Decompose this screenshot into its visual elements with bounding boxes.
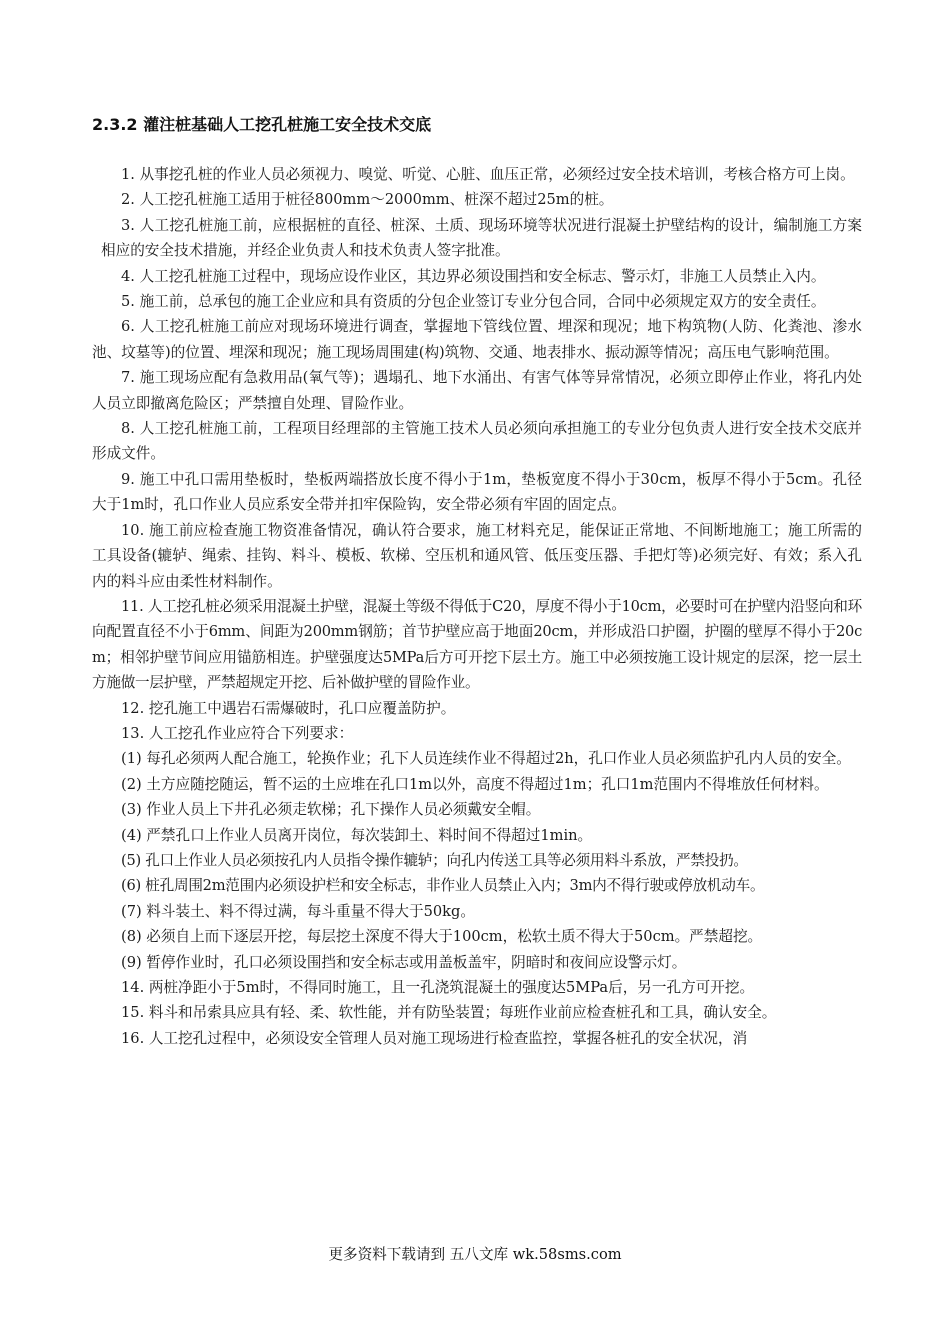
paragraph-9: 9. 施工中孔口需用垫板时，垫板两端搭放长度不得小于1m，垫板宽度不得小于30cm，板厚不得小于5cm。孔径大于1m时，孔口作业人员应系安全带并扣牢保险钩，安全带必须有牢固的固定点。: [92, 470, 862, 514]
list-item-6: (6) 桩孔周围2m范围内必须设护栏和安全标志，非作业人员禁止入内；3m内不得行驶或停放机动车。: [121, 877, 765, 895]
paragraph-4: 4. 人工挖孔桩施工过程中，现场应设作业区，其边界必须设围挡和安全标志、警示灯，非施工人员禁止入内。: [121, 267, 826, 285]
paragraph-13: 13. 人工挖孔作业应符合下列要求：: [121, 724, 354, 742]
list-item-9: (9) 暂停作业时，孔口必须设围挡和安全标志或用盖板盖牢，阴暗时和夜间应设警示灯。: [121, 953, 687, 971]
paragraph-5: 5. 施工前，总承包的施工企业应和具有资质的分包企业签订专业分包合同，合同中必须规定双方的安全责任。: [121, 293, 826, 311]
list-item-7: (7) 料斗装土、料不得过满，每斗重量不得大于50kg。: [121, 902, 475, 920]
page-footer: 更多资料下载请到 五八文库 wk.58sms.com: [328, 1246, 622, 1263]
list-item-5: (5) 孔口上作业人员必须按孔内人员指令操作辘轳；向孔内传送工具等必须用料斗系放，严禁投扔。: [121, 851, 748, 869]
paragraph-2: 2. 人工挖孔桩施工适用于桩径800mm～2000mm、桩深不超过25m的桩。: [121, 191, 614, 209]
list-item-8: (8) 必须自上而下逐层开挖，每层挖土深度不得大于100cm，松软土质不得大于50cm。严禁超挖。: [121, 928, 763, 946]
paragraph-6: 6. 人工挖孔桩施工前应对现场环境进行调查，掌握地下管线位置、埋深和现况；地下构筑物(人防、化粪池、渗水池、坟墓等)的位置、埋深和现况；施工现场周围建(构)筑物、交通、地表排水、振动源等情况；高压电气影响范围。: [92, 318, 862, 361]
paragraph-3-text: 3. 人工挖孔桩施工前，应根据桩的直径、桩深、土质、现场环境等状况进行混凝土护壁结构的设计，编制施工方案相应的安全技术措施，并经企业负责人和技术负责人签字批准。: [101, 216, 862, 260]
paragraph-12: 12. 挖孔施工中遇岩石需爆破时，孔口应覆盖防护。: [121, 699, 456, 717]
paragraph-11: 11. 人工挖孔桩必须采用混凝土护壁，混凝土等级不得低于C20，厚度不得小于10cm，必要时可在护壁内沿竖向和环向配置直径不小于6mm、间距为200mm钢筋；首节护壁应高于地面20cm，并形成沿口护圈，护圈的壁厚不得小于20cm；相邻护壁节间应用锚筋相连。护壁强度达5MPa后方可开挖下层土方。施工中必须按施工设计规定的层深，挖一层土方施做一层护壁，严禁超规定开挖、后补做护壁的冒险作业。: [92, 597, 862, 692]
paragraph-15: 15. 料斗和吊索具应具有轻、柔、软性能，并有防坠装置；每班作业前应检查桩孔和工具，确认安全。: [121, 1004, 777, 1022]
paragraph-7: 7. 施工现场应配有急救用品(氧气等)；遇塌孔、地下水涌出、有害气体等异常情况，必须立即停止作业，将孔内处人员立即撤离危险区；严禁擅自处理、冒险作业。: [92, 369, 862, 412]
section-heading: 2.3.2 灌注桩基础人工挖孔桩施工安全技术交底: [92, 115, 432, 134]
list-item-3: (3) 作业人员上下井孔必须走软梯；孔下操作人员必须戴安全帽。: [121, 801, 541, 819]
list-item-4: (4) 严禁孔口上作业人员离开岗位，每次装卸土、料时间不得超过1min。: [121, 826, 593, 844]
list-item-2: (2) 土方应随挖随运，暂不运的土应堆在孔口1m以外，高度不得超过1m；孔口1m范围内不得堆放任何材料。: [121, 775, 829, 793]
document-body: [92, 162, 862, 1051]
list-item-1: (1) 每孔必须两人配合施工，轮换作业；孔下人员连续作业不得超过2h，孔口作业人员必须监护孔内人员的安全。: [121, 750, 851, 768]
paragraph-16: 16. 人工挖孔过程中，必须设安全管理人员对施工现场进行检查监控，掌握各桩孔的安全状况，消: [121, 1029, 748, 1047]
paragraph-10: 10. 施工前应检查施工物资准备情况，确认符合要求，施工材料充足，能保证正常地、不间断地施工；施工所需的工具设备(辘轳、绳索、挂钩、料斗、模板、软梯、空压机和通风管、低压变压器、手把灯等)必须完好、有效；系入孔内的料斗应由柔性材料制作。: [92, 521, 862, 590]
paragraph-1: 1. 从事挖孔桩的作业人员必须视力、嗅觉、听觉、心脏、血压正常，必须经过安全技术培训，考核合格方可上岗。: [121, 166, 855, 183]
paragraph-8: 8. 人工挖孔桩施工前，工程项目经理部的主管施工技术人员必须向承担施工的专业分包负责人进行安全技术交底并形成文件。: [92, 420, 862, 463]
paragraph-14: 14. 两桩净距小于5m时，不得同时施工，且一孔浇筑混凝土的强度达5MPa后，另一孔方可开挖。: [121, 979, 755, 996]
paragraph-3: [92, 213, 862, 264]
